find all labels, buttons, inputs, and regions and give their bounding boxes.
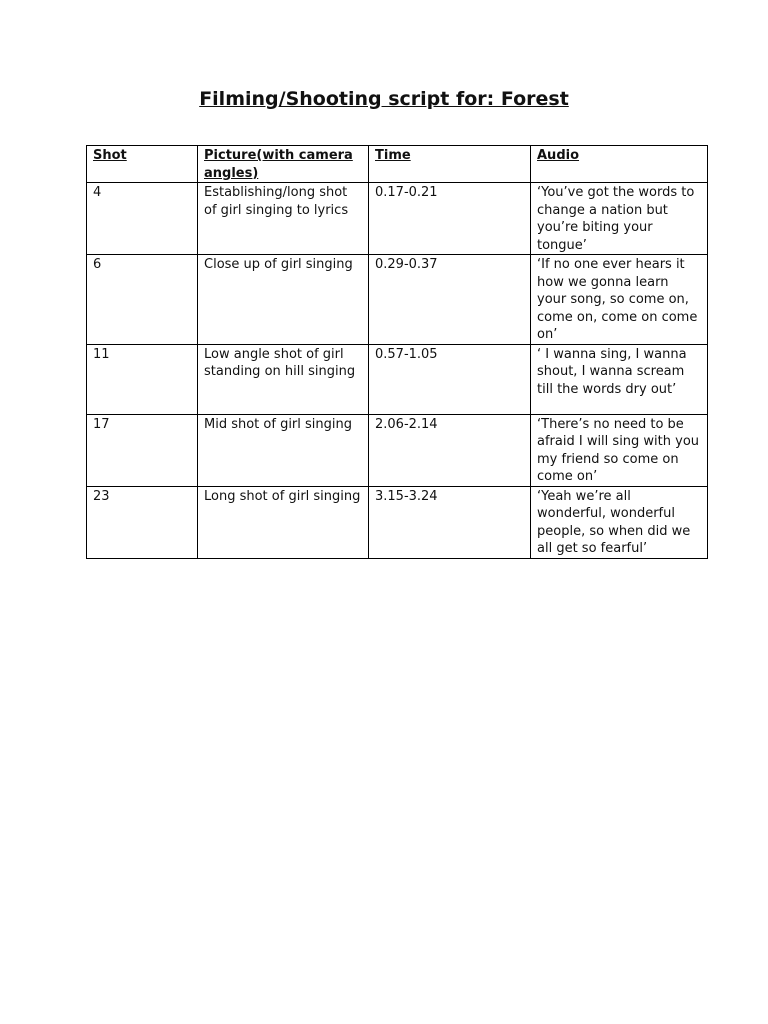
cell-audio: ‘There’s no need to be afraid I will sing with you my friend so come on come on’ xyxy=(531,414,708,486)
header-time: Time xyxy=(369,146,531,183)
header-audio: Audio xyxy=(531,146,708,183)
table-header-row xyxy=(87,146,708,183)
cell-audio: ‘ I wanna sing, I wanna shout, I wanna scream till the words dry out’ xyxy=(531,344,708,414)
header-picture: Picture(with camera angles) xyxy=(198,146,369,183)
table-row xyxy=(87,414,708,486)
cell-shot: 4 xyxy=(87,183,198,255)
header-shot: Shot xyxy=(87,146,198,183)
cell-shot: 11 xyxy=(87,344,198,414)
cell-time: 0.29-0.37 xyxy=(369,255,531,345)
cell-shot: 23 xyxy=(87,486,198,558)
cell-time: 3.15-3.24 xyxy=(369,486,531,558)
cell-picture: Establishing/long shot of girl singing to lyrics xyxy=(198,183,369,255)
cell-audio: ‘If no one ever hears it how we gonna learn your song, so come on, come on, come on come on’ xyxy=(531,255,708,345)
cell-time: 2.06-2.14 xyxy=(369,414,531,486)
table-row xyxy=(87,486,708,558)
cell-audio: ‘Yeah we’re all wonderful, wonderful people, so when did we all get so fearful’ xyxy=(531,486,708,558)
cell-time: 0.17-0.21 xyxy=(369,183,531,255)
table-row xyxy=(87,255,708,345)
cell-picture: Mid shot of girl singing xyxy=(198,414,369,486)
table-row xyxy=(87,344,708,414)
cell-picture: Low angle shot of girl standing on hill singing xyxy=(198,344,369,414)
shooting-script-table xyxy=(86,145,708,559)
cell-time: 0.57-1.05 xyxy=(369,344,531,414)
cell-picture: Long shot of girl singing xyxy=(198,486,369,558)
page-title: Filming/Shooting script for: Forest xyxy=(199,88,569,110)
cell-picture: Close up of girl singing xyxy=(198,255,369,345)
cell-shot: 17 xyxy=(87,414,198,486)
cell-shot: 6 xyxy=(87,255,198,345)
cell-audio: ‘You’ve got the words to change a nation but you’re biting your tongue’ xyxy=(531,183,708,255)
table-row xyxy=(87,183,708,255)
